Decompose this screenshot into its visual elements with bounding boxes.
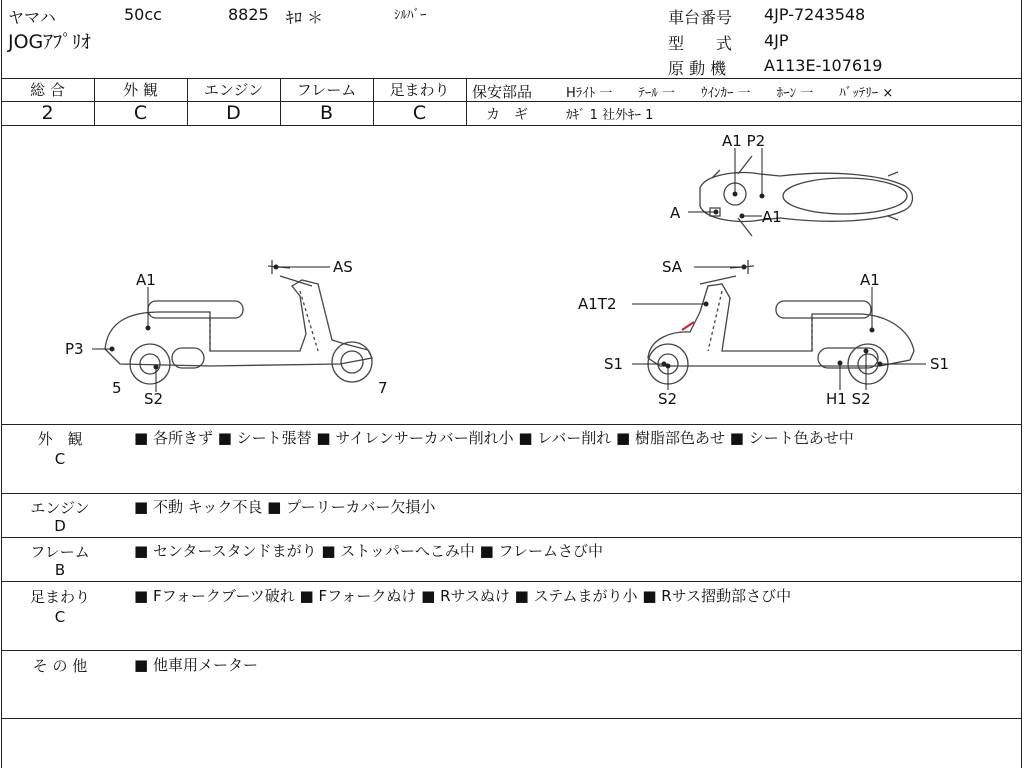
model-name: JOGｱﾌﾟﾘｵ [8, 31, 91, 53]
grade-label: エンジン [203, 81, 264, 99]
remarks-divider-5 [1, 718, 1022, 719]
type-label: 型 式 [668, 34, 733, 53]
mileage-note: ｷﾛ ＊ [286, 8, 324, 27]
engine-label: 原 動 機 [668, 59, 727, 78]
engine-value: A113E-107619 [764, 56, 883, 75]
label-top-a1: A1 [762, 208, 782, 226]
color: ｼﾙﾊﾞｰ [394, 8, 427, 23]
remark-text: ■ Fフォークブーツ破れ ■ Fフォークぬけ ■ Rサスぬけ ■ ステムまがり小 ■ Rサス摺動部さび中 [134, 587, 792, 605]
label-right-h1-s2: H1 S2 [826, 390, 871, 408]
grade-col-divider-5 [466, 78, 467, 125]
remark-title: エンジン [30, 499, 90, 517]
grade-overall [1, 79, 94, 124]
remarks-top [1, 424, 1022, 425]
label-left-p3: P3 [65, 340, 84, 358]
grade-value: D [226, 102, 241, 124]
remark-grade: B [54, 561, 66, 579]
remarks-divider-4 [1, 650, 1022, 651]
remarks-divider-1 [1, 493, 1022, 494]
grade-value: C [412, 102, 427, 124]
safety-row-divider [466, 101, 1022, 102]
frame-no: 4JP-7243548 [764, 5, 866, 24]
label-top-a1-p2: A1 P2 [722, 132, 766, 150]
remark-text: ■ 他車用メーター [134, 656, 258, 674]
grade-frame [280, 79, 373, 124]
lot-number: 8825 [228, 5, 269, 24]
label-right-a1: A1 [860, 271, 880, 289]
label-right-a1t2: A1T2 [578, 295, 617, 313]
grade-label: フレーム [296, 81, 357, 99]
grade-label: 総 合 [30, 81, 65, 99]
key-items: ｶｷﾞ 1 社外ｷｰ 1 [566, 108, 654, 123]
remark-text: ■ 不動 キック不良 ■ プーリーカバー欠損小 [134, 498, 436, 516]
label-left-7: 7 [378, 379, 388, 397]
grade-exterior [94, 79, 187, 124]
grade-value: B [319, 102, 334, 124]
grade-value: 2 [41, 102, 54, 124]
remarks-divider-3 [1, 581, 1022, 582]
remark-title: 外 観 [37, 430, 83, 448]
type-value: 4JP [764, 31, 789, 50]
remark-grade: C [54, 450, 66, 468]
remark-grade: D [54, 517, 66, 535]
label-right-s1-rear: S1 [930, 355, 950, 373]
label-top-a: A [670, 204, 681, 222]
grade-value: C [133, 102, 148, 124]
maker: ヤマハ [8, 8, 56, 27]
label-right-sa: SA [662, 258, 683, 276]
remarks-divider-2 [1, 537, 1022, 538]
remark-title: 足まわり [29, 588, 90, 606]
scooter-top-view [700, 156, 913, 236]
grade-engine [187, 79, 280, 124]
remark-title: そ の 他 [32, 657, 88, 675]
grade-label: 足まわり [389, 81, 450, 99]
remark-grade: C [54, 608, 66, 626]
label-right-s1-front: S1 [604, 355, 624, 373]
grade-label: 外 観 [123, 81, 158, 99]
label-left-a1: A1 [136, 271, 156, 289]
label-left-5: 5 [112, 379, 122, 397]
key-label: カ ギ [486, 107, 528, 123]
label-left-as: AS [333, 258, 353, 276]
safety-label: 保安部品 [472, 83, 533, 101]
frame-no-label: 車台番号 [668, 8, 733, 27]
remark-title: フレーム [30, 543, 90, 561]
displacement: 50cc [124, 5, 162, 24]
remark-text: ■ センタースタンドまがり ■ ストッパーへこみ中 ■ フレームさび中 [134, 542, 603, 560]
damage-diagram [0, 126, 1022, 424]
remark-text: ■ 各所きず ■ シート張替 ■ サイレンサーカバー削れ小 ■ レバー削れ ■ 樹脂部色あせ ■ シート色あせ中 [134, 429, 854, 447]
safety-items: Hﾗｲﾄ 一 ﾃｰﾙ 一 ｳｲﾝｶｰ 一 ﾎｰﾝ 一 ﾊﾞｯﾃﾘｰ × [566, 86, 894, 101]
label-right-s2-front: S2 [658, 390, 678, 408]
label-left-s2: S2 [144, 390, 164, 408]
grade-suspension [373, 79, 466, 124]
